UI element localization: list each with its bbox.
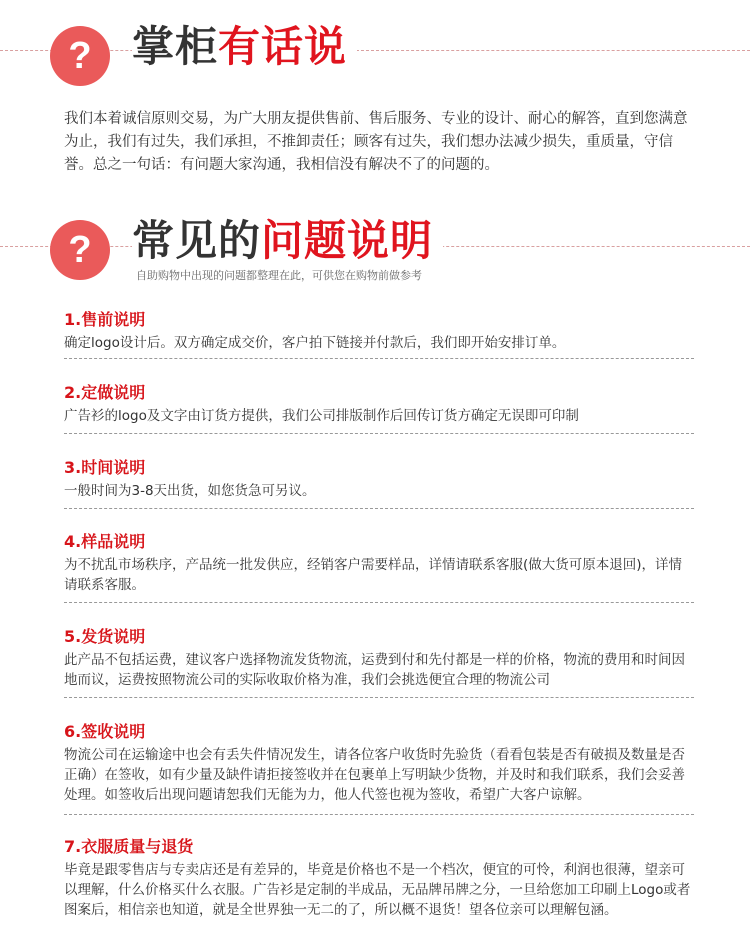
title-red-part: 问题说明 <box>261 216 434 265</box>
faq-item <box>64 309 694 353</box>
faq-item-title: 4.样品说明 <box>64 532 146 551</box>
faq-item-body: 确定logo设计后。双方确定成交价，客户拍下链接并付款后，我们即开始安排订单。 <box>64 335 566 351</box>
dashed-divider <box>64 358 694 359</box>
question-icon: ? <box>50 220 110 280</box>
dashed-divider <box>64 508 694 509</box>
faq-item <box>64 721 694 805</box>
faq-item-body: 一般时间为3-8天出货，如您货急可另议。 <box>64 483 316 499</box>
faq-item-title: 3.时间说明 <box>64 458 146 477</box>
faq-item <box>64 457 694 501</box>
title-dark-part: 常见的 <box>132 216 262 265</box>
faq-item-body: 广告衫的logo及文字由订货方提供，我们公司排版制作后回传订货方确定无误即可印制 <box>64 408 579 424</box>
dashed-divider <box>64 433 694 434</box>
title-red-part: 有话说 <box>218 22 348 71</box>
section-title-shopkeeper <box>132 22 357 72</box>
faq-item <box>64 531 694 595</box>
faq-item-body: 物流公司在运输途中也会有丢失件情况发生，请各位客户收货时先验货（看看包装是否有破损及数量是否正确）在签收，如有少量及缺件请拒接签收并在包裹单上写明缺少货物，并及时和我们联系，我们会妥善处理。如签收后出现问题请恕我们无能为力，他人代签也视为签收，希望广大客户谅解。 <box>64 747 685 803</box>
faq-item <box>64 626 694 690</box>
faq-subtitle: 自助购物中出现的问题都整理在此，可供您在购物前做参考 <box>136 269 422 282</box>
faq-item-title: 1.售前说明 <box>64 310 146 329</box>
faq-item-title: 2.定做说明 <box>64 383 146 402</box>
faq-item-body: 此产品不包括运费，建议客户选择物流发货物流，运费到付和先付都是一样的价格，物流的费用和时间因地而议，运费按照物流公司的实际收取价格为准，我们会挑选便宜合理的物流公司 <box>64 652 685 688</box>
faq-item-body: 毕竟是跟零售店与专卖店还是有差异的，毕竟是价格也不是一个档次，便宜的可怜，利润也很薄，望亲可以理解，什么价格买什么衣服。广告衫是定制的半成品，无品牌吊牌之分，一旦给您加工印刷上Logo或者图案后，相信亲也知道，就是全世界独一无二的了，所以概不退货！望各位亲可以理解包涵。 <box>64 862 691 918</box>
dashed-divider <box>64 697 694 698</box>
faq-item-title: 5.发货说明 <box>64 627 146 646</box>
title-dark-part: 掌柜 <box>132 22 219 71</box>
faq-item-title: 7.衣服质量与退货 <box>64 837 194 856</box>
faq-item-title: 6.签收说明 <box>64 722 146 741</box>
shopkeeper-message: 我们本着诚信原则交易，为广大朋友提供售前、售后服务、专业的设计、耐心的解答，直到您满意为止，我们有过失，我们承担，不推卸责任；顾客有过失，我们想办法减少损失，重质量，守信誉。总之一句话：有问题大家沟通，我相信没有解决不了的问题的。 <box>64 111 688 173</box>
faq-item <box>64 836 694 920</box>
dashed-divider <box>64 602 694 603</box>
faq-item-body: 为不扰乱市场秩序，产品统一批发供应，经销客户需要样品，详情请联系客服(做大货可原本退回)，详情请联系客服。 <box>64 557 683 593</box>
question-icon: ? <box>50 26 110 86</box>
dashed-divider <box>64 814 694 815</box>
section-title-faq <box>132 216 443 266</box>
divider-line <box>0 50 750 51</box>
faq-item <box>64 382 694 426</box>
